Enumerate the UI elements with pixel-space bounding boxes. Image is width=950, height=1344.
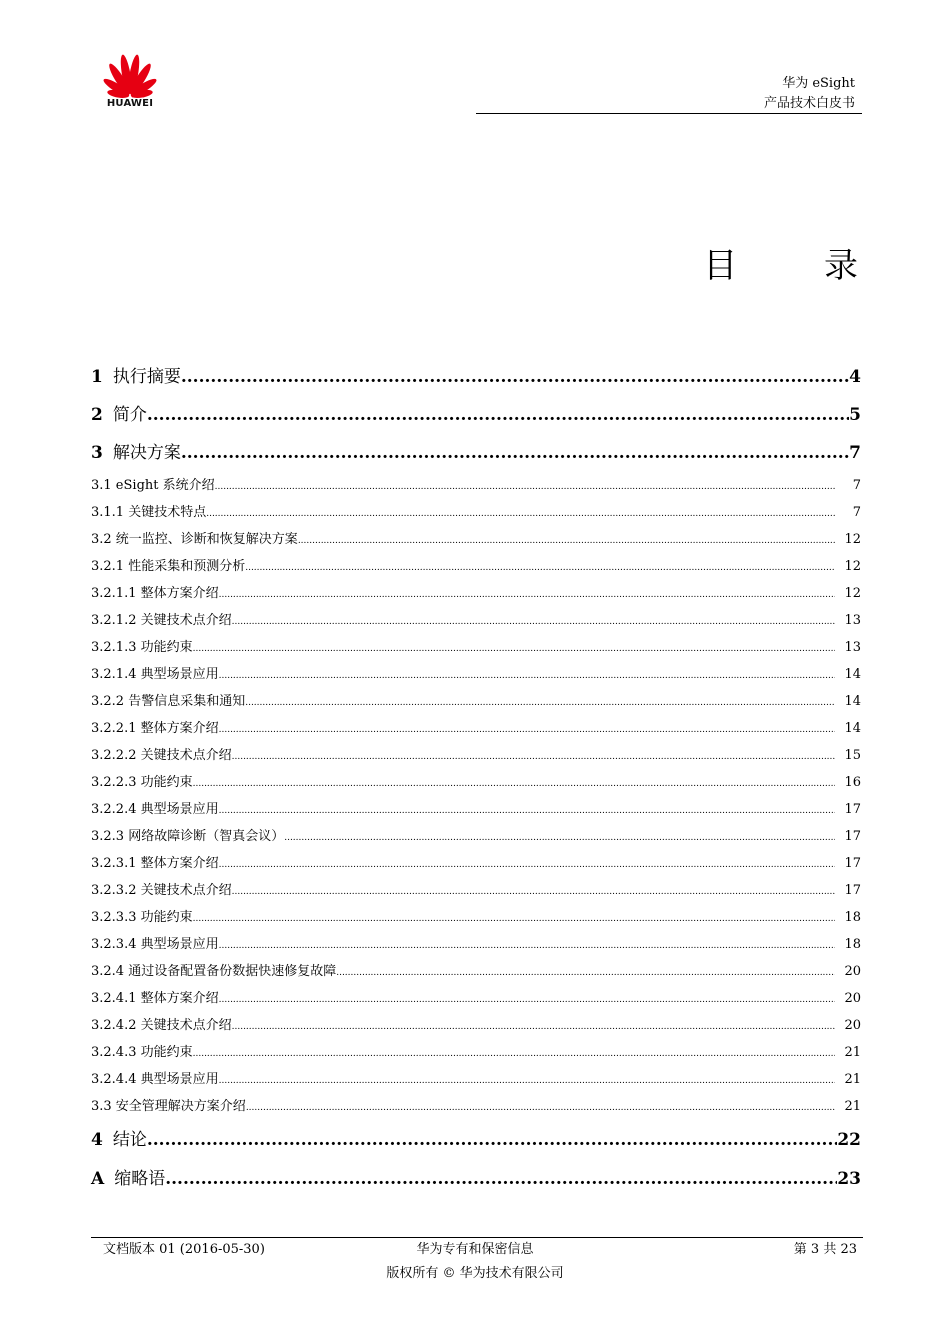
toc-leader-dots bbox=[193, 910, 835, 925]
toc-leader-dots bbox=[219, 721, 835, 736]
toc-entry-label: 3.2.3.2 关键技术点介绍 bbox=[91, 883, 232, 898]
toc-entry-label: 3.2.1.4 典型场景应用 bbox=[91, 667, 219, 682]
toc-title: 目 录 bbox=[703, 246, 896, 286]
toc-page-number: 14 bbox=[844, 694, 861, 709]
toc-chapter-title: 简介 bbox=[112, 405, 147, 425]
toc-entry-section[interactable] bbox=[91, 1095, 861, 1113]
toc-entry-label: 3.2.2.3 功能约束 bbox=[91, 775, 193, 790]
toc-entry-section[interactable] bbox=[91, 1014, 861, 1032]
toc-page-number: 20 bbox=[844, 991, 861, 1006]
toc-entry-label: 3.2.2.1 整体方案介绍 bbox=[91, 721, 219, 736]
toc-leader-dots bbox=[206, 505, 835, 520]
toc-chapter-title: 解决方案 bbox=[112, 443, 181, 463]
header-divider bbox=[476, 113, 862, 114]
toc-entry-section[interactable] bbox=[91, 501, 861, 519]
toc-entry-section[interactable] bbox=[91, 960, 861, 978]
toc-leader-dots bbox=[298, 532, 835, 547]
toc-leader-dots bbox=[336, 964, 835, 979]
toc-leader-dots bbox=[219, 937, 835, 952]
toc-leader-dots bbox=[232, 613, 835, 628]
toc-entry-section[interactable] bbox=[91, 609, 861, 627]
toc-entry-section[interactable] bbox=[91, 1068, 861, 1086]
toc-chapter-number: 3 bbox=[91, 443, 103, 463]
toc-entry-section[interactable] bbox=[91, 582, 861, 600]
footer-version: 文档版本 01 (2016-05-30) bbox=[103, 1242, 265, 1257]
toc-page-number: 12 bbox=[844, 559, 861, 574]
toc-entry-section[interactable] bbox=[91, 528, 861, 546]
toc-leader-dots bbox=[181, 367, 849, 387]
footer-confidential: 华为专有和保密信息 bbox=[416, 1242, 534, 1257]
toc-chapter-number: A bbox=[91, 1169, 105, 1189]
toc-entry-label: 3.2 统一监控、诊断和恢复解决方案 bbox=[91, 532, 298, 547]
toc-page-number: 17 bbox=[844, 883, 861, 898]
toc-entry-section[interactable] bbox=[91, 798, 861, 816]
logo-wordmark: HUAWEI bbox=[106, 98, 154, 109]
toc-page-number: 14 bbox=[844, 721, 861, 736]
toc-page-number: 7 bbox=[852, 478, 861, 493]
toc-entry-label: 3.1 eSight 系统介绍 bbox=[91, 478, 215, 493]
toc-chapter-number: 4 bbox=[91, 1130, 103, 1150]
toc-page-number: 21 bbox=[844, 1072, 861, 1087]
toc-entry-label: 3.2.1 性能采集和预测分析 bbox=[91, 559, 246, 574]
toc-entry-section[interactable] bbox=[91, 690, 861, 708]
toc-entry-label: 3.2.4.3 功能约束 bbox=[91, 1045, 193, 1060]
toc-entry-section[interactable] bbox=[91, 474, 861, 492]
toc-leader-dots bbox=[165, 1169, 837, 1189]
toc-entry-label: 3.1.1 关键技术特点 bbox=[91, 505, 207, 520]
toc-page-number: 7 bbox=[849, 443, 861, 463]
footer-copyright: 版权所有 © 华为技术有限公司 bbox=[386, 1266, 564, 1281]
toc-entry-section[interactable] bbox=[91, 555, 861, 573]
huawei-logo bbox=[100, 52, 160, 114]
toc-entry-section[interactable] bbox=[91, 906, 861, 924]
toc-page-number: 21 bbox=[844, 1099, 861, 1114]
toc-page-number: 22 bbox=[837, 1130, 861, 1150]
toc-chapter-title: 结论 bbox=[112, 1130, 147, 1150]
toc-leader-dots bbox=[232, 748, 835, 763]
toc-leader-dots bbox=[219, 667, 835, 682]
toc-leader-dots bbox=[147, 405, 849, 425]
toc-leader-dots bbox=[147, 1130, 837, 1150]
toc-leader-dots bbox=[215, 478, 835, 493]
footer-page-info: 第 3 共 23 bbox=[793, 1242, 857, 1257]
toc-entry-chapter[interactable] bbox=[91, 1164, 861, 1188]
toc-entry-section[interactable] bbox=[91, 636, 861, 654]
toc-leader-dots bbox=[219, 856, 835, 871]
toc-page-number: 21 bbox=[844, 1045, 861, 1060]
toc-entry-label: 3.2.3.4 典型场景应用 bbox=[91, 937, 219, 952]
toc-leader-dots bbox=[193, 775, 835, 790]
toc-page-number: 12 bbox=[844, 532, 861, 547]
toc-page-number: 17 bbox=[844, 802, 861, 817]
toc-entry-section[interactable] bbox=[91, 771, 861, 789]
toc-page-number: 18 bbox=[844, 910, 861, 925]
toc-page-number: 14 bbox=[844, 667, 861, 682]
toc-entry-label bbox=[91, 400, 147, 425]
toc-entry-section[interactable] bbox=[91, 852, 861, 870]
toc-chapter-title: 执行摘要 bbox=[112, 367, 181, 387]
toc-chapter-number: 2 bbox=[91, 405, 103, 425]
toc-entry-label: 3.2.4.2 关键技术点介绍 bbox=[91, 1018, 232, 1033]
toc-entry-label: 3.2.4 通过设备配置备份数据快速修复故障 bbox=[91, 964, 337, 979]
toc-entry-section[interactable] bbox=[91, 879, 861, 897]
toc-entry-label: 3.2.3 网络故障诊断（智真会议） bbox=[91, 829, 285, 844]
toc-entry-chapter[interactable] bbox=[91, 362, 861, 386]
toc-page-number: 17 bbox=[844, 856, 861, 871]
toc-entry-label: 3.2.1.3 功能约束 bbox=[91, 640, 193, 655]
toc-page-number: 20 bbox=[844, 964, 861, 979]
toc-leader-dots bbox=[245, 694, 835, 709]
toc-entry-label bbox=[91, 1164, 165, 1189]
toc-entry-label: 3.2.2.2 关键技术点介绍 bbox=[91, 748, 232, 763]
toc-page-number: 13 bbox=[844, 613, 861, 628]
toc-leader-dots bbox=[232, 1018, 835, 1033]
toc-entry-label: 3.2.2 告警信息采集和通知 bbox=[91, 694, 246, 709]
toc-entry-section[interactable] bbox=[91, 744, 861, 762]
toc-page-number: 4 bbox=[849, 367, 861, 387]
header-product: 华为 eSight bbox=[782, 76, 855, 91]
toc-entry-chapter[interactable] bbox=[91, 1125, 861, 1149]
toc-entry-section[interactable] bbox=[91, 987, 861, 1005]
footer-divider bbox=[91, 1237, 863, 1238]
toc-entry-label bbox=[91, 362, 181, 387]
toc-leader-dots bbox=[219, 802, 835, 817]
toc-entry-label bbox=[91, 438, 181, 463]
toc-leader-dots bbox=[232, 883, 835, 898]
toc-page-number: 15 bbox=[844, 748, 861, 763]
toc-leader-dots bbox=[193, 640, 835, 655]
toc-leader-dots bbox=[193, 1045, 835, 1060]
toc-page-number: 18 bbox=[844, 937, 861, 952]
toc-leader-dots bbox=[219, 991, 835, 1006]
toc-entry-label: 3.3 安全管理解决方案介绍 bbox=[91, 1099, 246, 1114]
toc-page-number: 13 bbox=[844, 640, 861, 655]
toc-chapter-title: 缩略语 bbox=[114, 1169, 166, 1189]
header-doc-type: 产品技术白皮书 bbox=[763, 96, 855, 111]
toc-leader-dots bbox=[219, 586, 835, 601]
page-header bbox=[764, 74, 855, 114]
toc-entry-section[interactable] bbox=[91, 933, 861, 951]
toc-entry-chapter[interactable] bbox=[91, 438, 861, 462]
toc-page-number: 5 bbox=[849, 405, 861, 425]
toc-entry-section[interactable] bbox=[91, 717, 861, 735]
huawei-petal-icon bbox=[100, 52, 160, 98]
toc-entry-label: 3.2.3.3 功能约束 bbox=[91, 910, 193, 925]
toc-entry-label: 3.2.4.1 整体方案介绍 bbox=[91, 991, 219, 1006]
toc-page-number: 20 bbox=[844, 1018, 861, 1033]
toc-page-number: 16 bbox=[844, 775, 861, 790]
toc-leader-dots bbox=[246, 1099, 835, 1114]
toc-entry-section[interactable] bbox=[91, 663, 861, 681]
toc-entry-section[interactable] bbox=[91, 825, 861, 843]
toc-leader-dots bbox=[245, 559, 835, 574]
toc-entry-label: 3.2.1.1 整体方案介绍 bbox=[91, 586, 219, 601]
toc-entry-label: 3.2.3.1 整体方案介绍 bbox=[91, 856, 219, 871]
toc-entry-label: 3.2.1.2 关键技术点介绍 bbox=[91, 613, 232, 628]
toc-page-number: 12 bbox=[844, 586, 861, 601]
toc-leader-dots bbox=[219, 1072, 835, 1087]
toc-entry-section[interactable] bbox=[91, 1041, 861, 1059]
toc-page-number: 17 bbox=[844, 829, 861, 844]
toc-page-number: 7 bbox=[852, 505, 861, 520]
toc-page-number: 23 bbox=[837, 1169, 861, 1189]
toc-entry-label: 3.2.4.4 典型场景应用 bbox=[91, 1072, 219, 1087]
toc-entry-label bbox=[91, 1125, 147, 1150]
toc-chapter-number: 1 bbox=[91, 367, 103, 387]
toc-entry-label: 3.2.2.4 典型场景应用 bbox=[91, 802, 219, 817]
toc-entry-chapter[interactable] bbox=[91, 400, 861, 424]
toc-leader-dots bbox=[181, 443, 849, 463]
toc-leader-dots bbox=[284, 829, 835, 844]
